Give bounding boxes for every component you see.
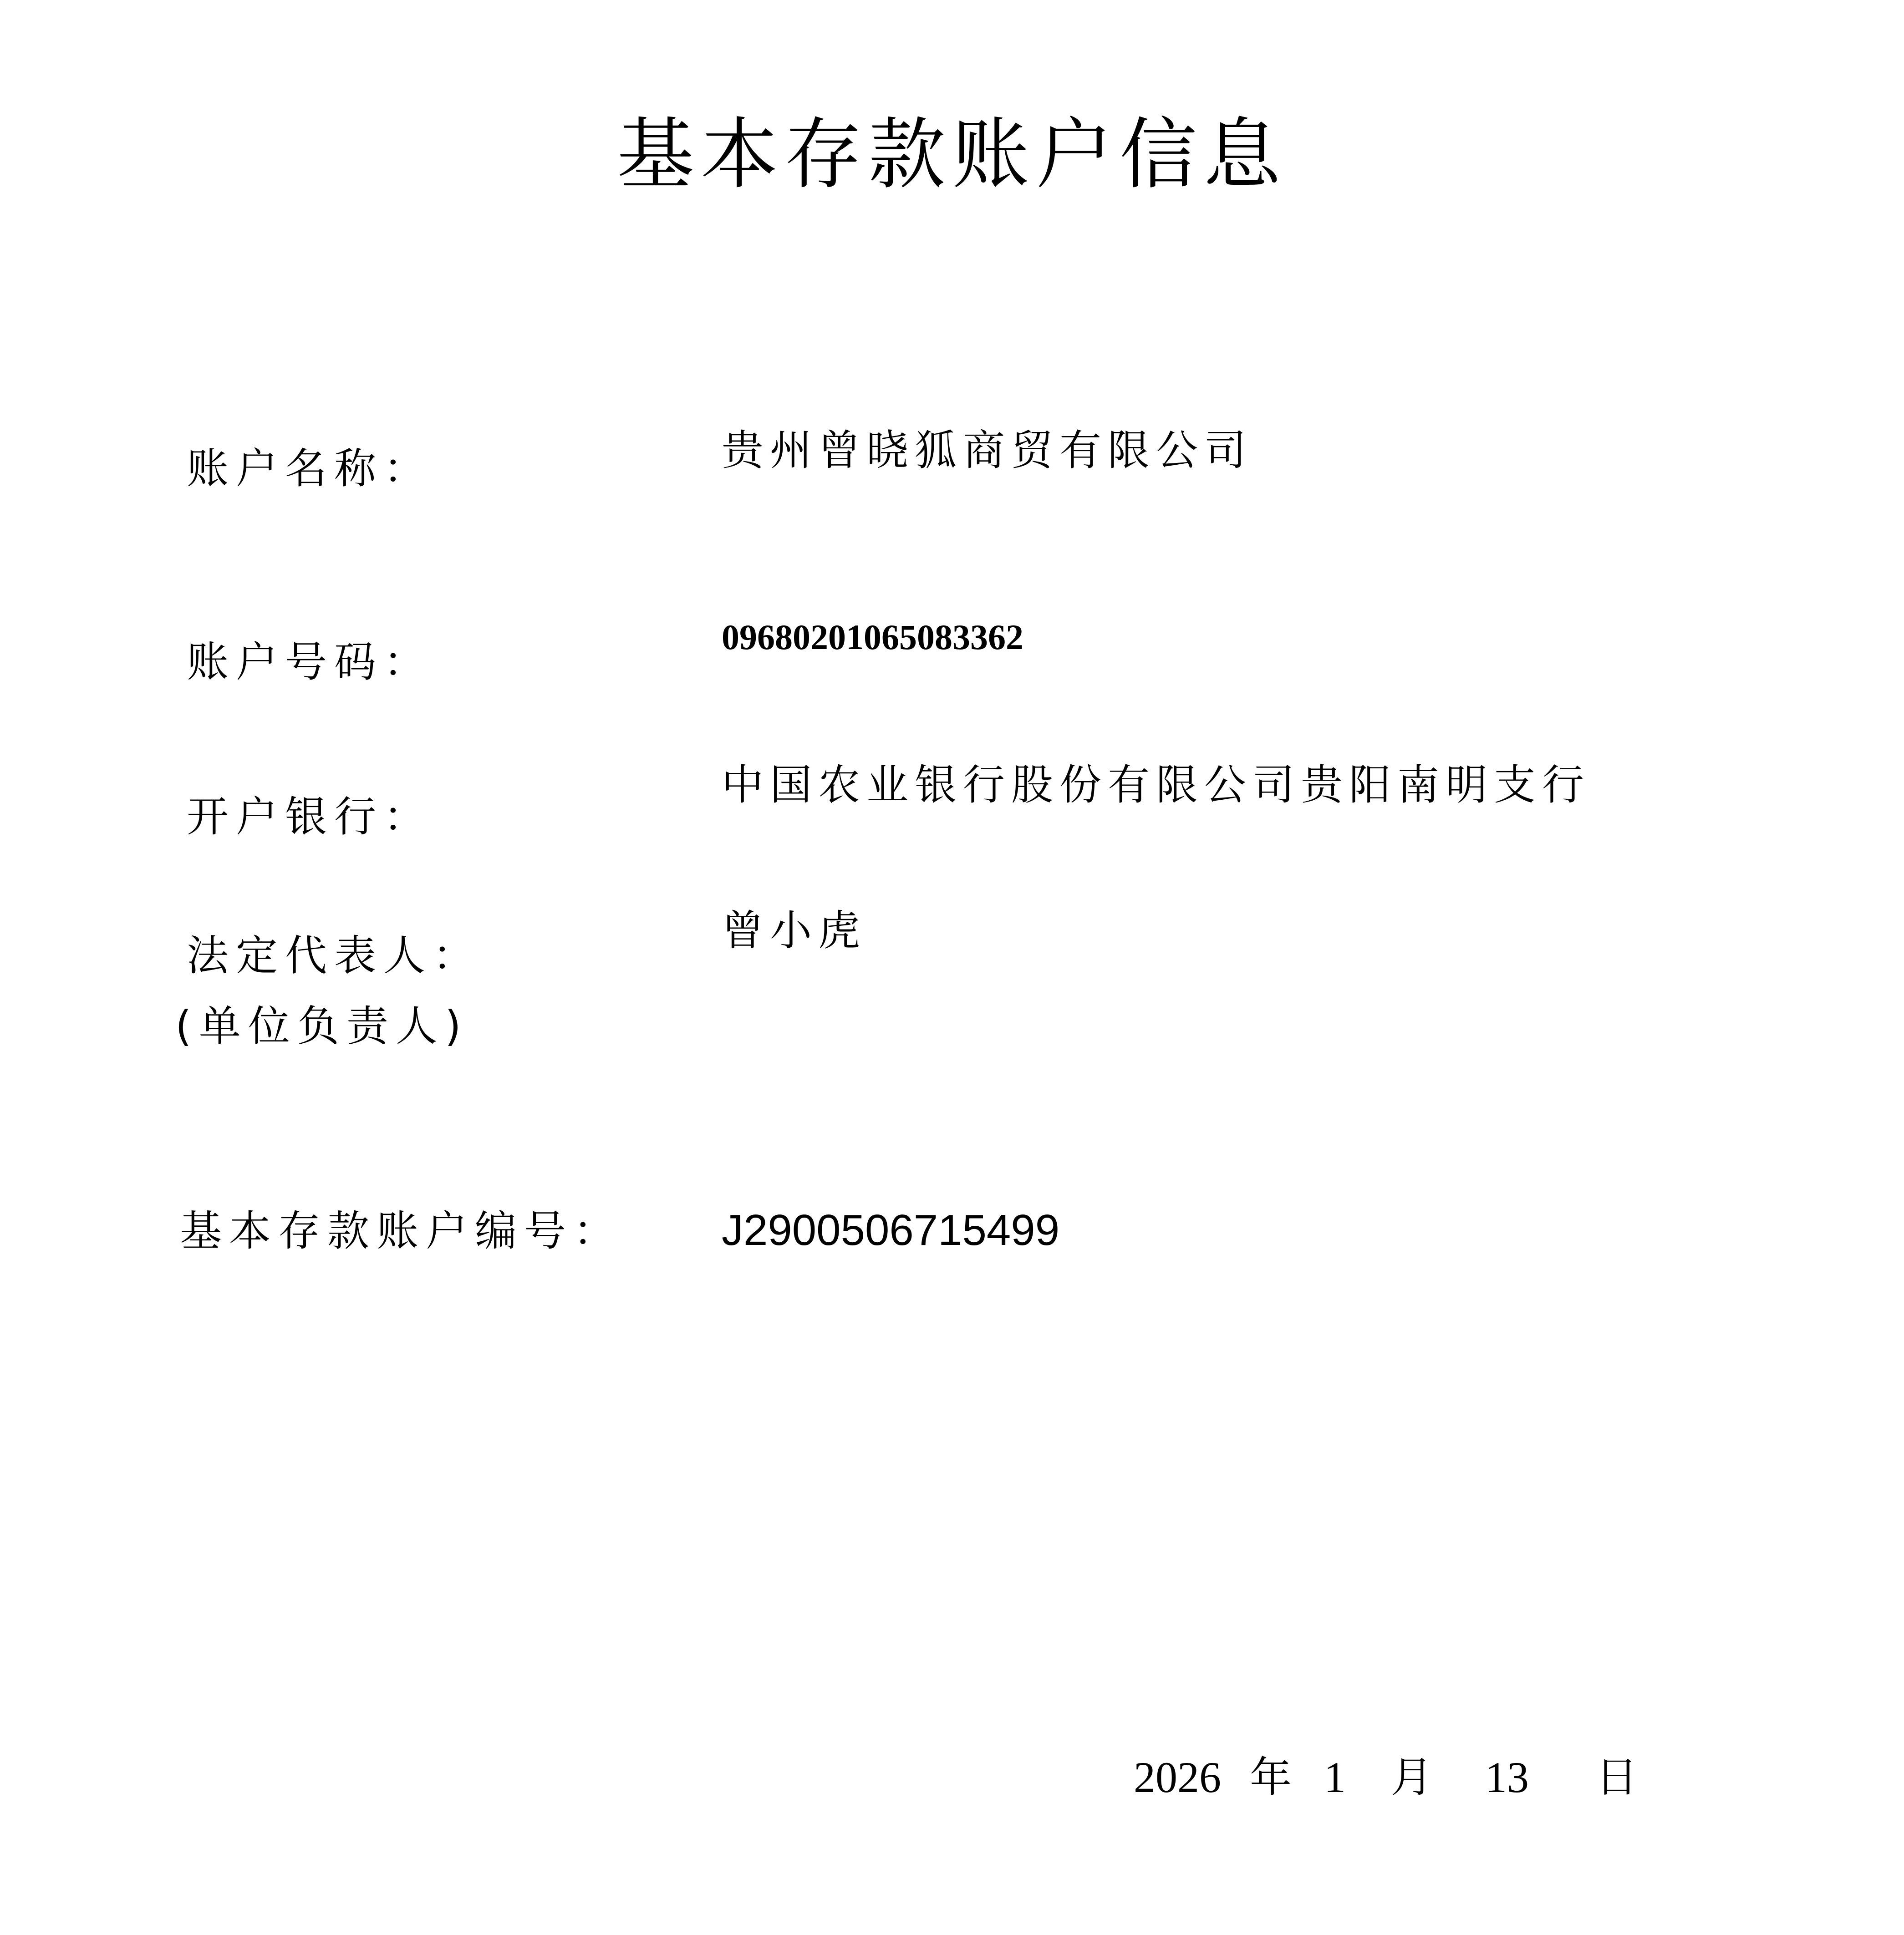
date-month-unit: 月 xyxy=(1391,1753,1433,1802)
account-name-value: 贵州曾晓狐商贸有限公司 xyxy=(722,426,1253,475)
legal-rep-value: 曾小虎 xyxy=(722,906,867,955)
date-day-unit: 日 xyxy=(1596,1753,1638,1802)
legal-rep-sublabel: (单位负责人) xyxy=(175,1002,468,1051)
account-name-label: 账户名称： xyxy=(187,444,433,493)
date-year-unit: 年 xyxy=(1250,1753,1292,1802)
date-year: 2026 xyxy=(1134,1753,1221,1802)
legal-rep-label: 法定代表人： xyxy=(187,931,482,980)
date-day: 13 xyxy=(1485,1753,1529,1802)
bank-value: 中国农业银行股份有限公司贵阳南明支行 xyxy=(722,761,1591,809)
account-code-value: J2900506715499 xyxy=(722,1206,1060,1254)
account-code-label: 基本存款账户编号： xyxy=(180,1207,623,1255)
document-title: 基本存款账户信息 xyxy=(616,110,1287,200)
bank-label: 开户银行： xyxy=(187,792,433,841)
account-number-label: 账户号码： xyxy=(187,638,433,686)
account-number-value: 09680201065083362 xyxy=(722,617,1023,657)
date-month: 1 xyxy=(1324,1753,1346,1802)
